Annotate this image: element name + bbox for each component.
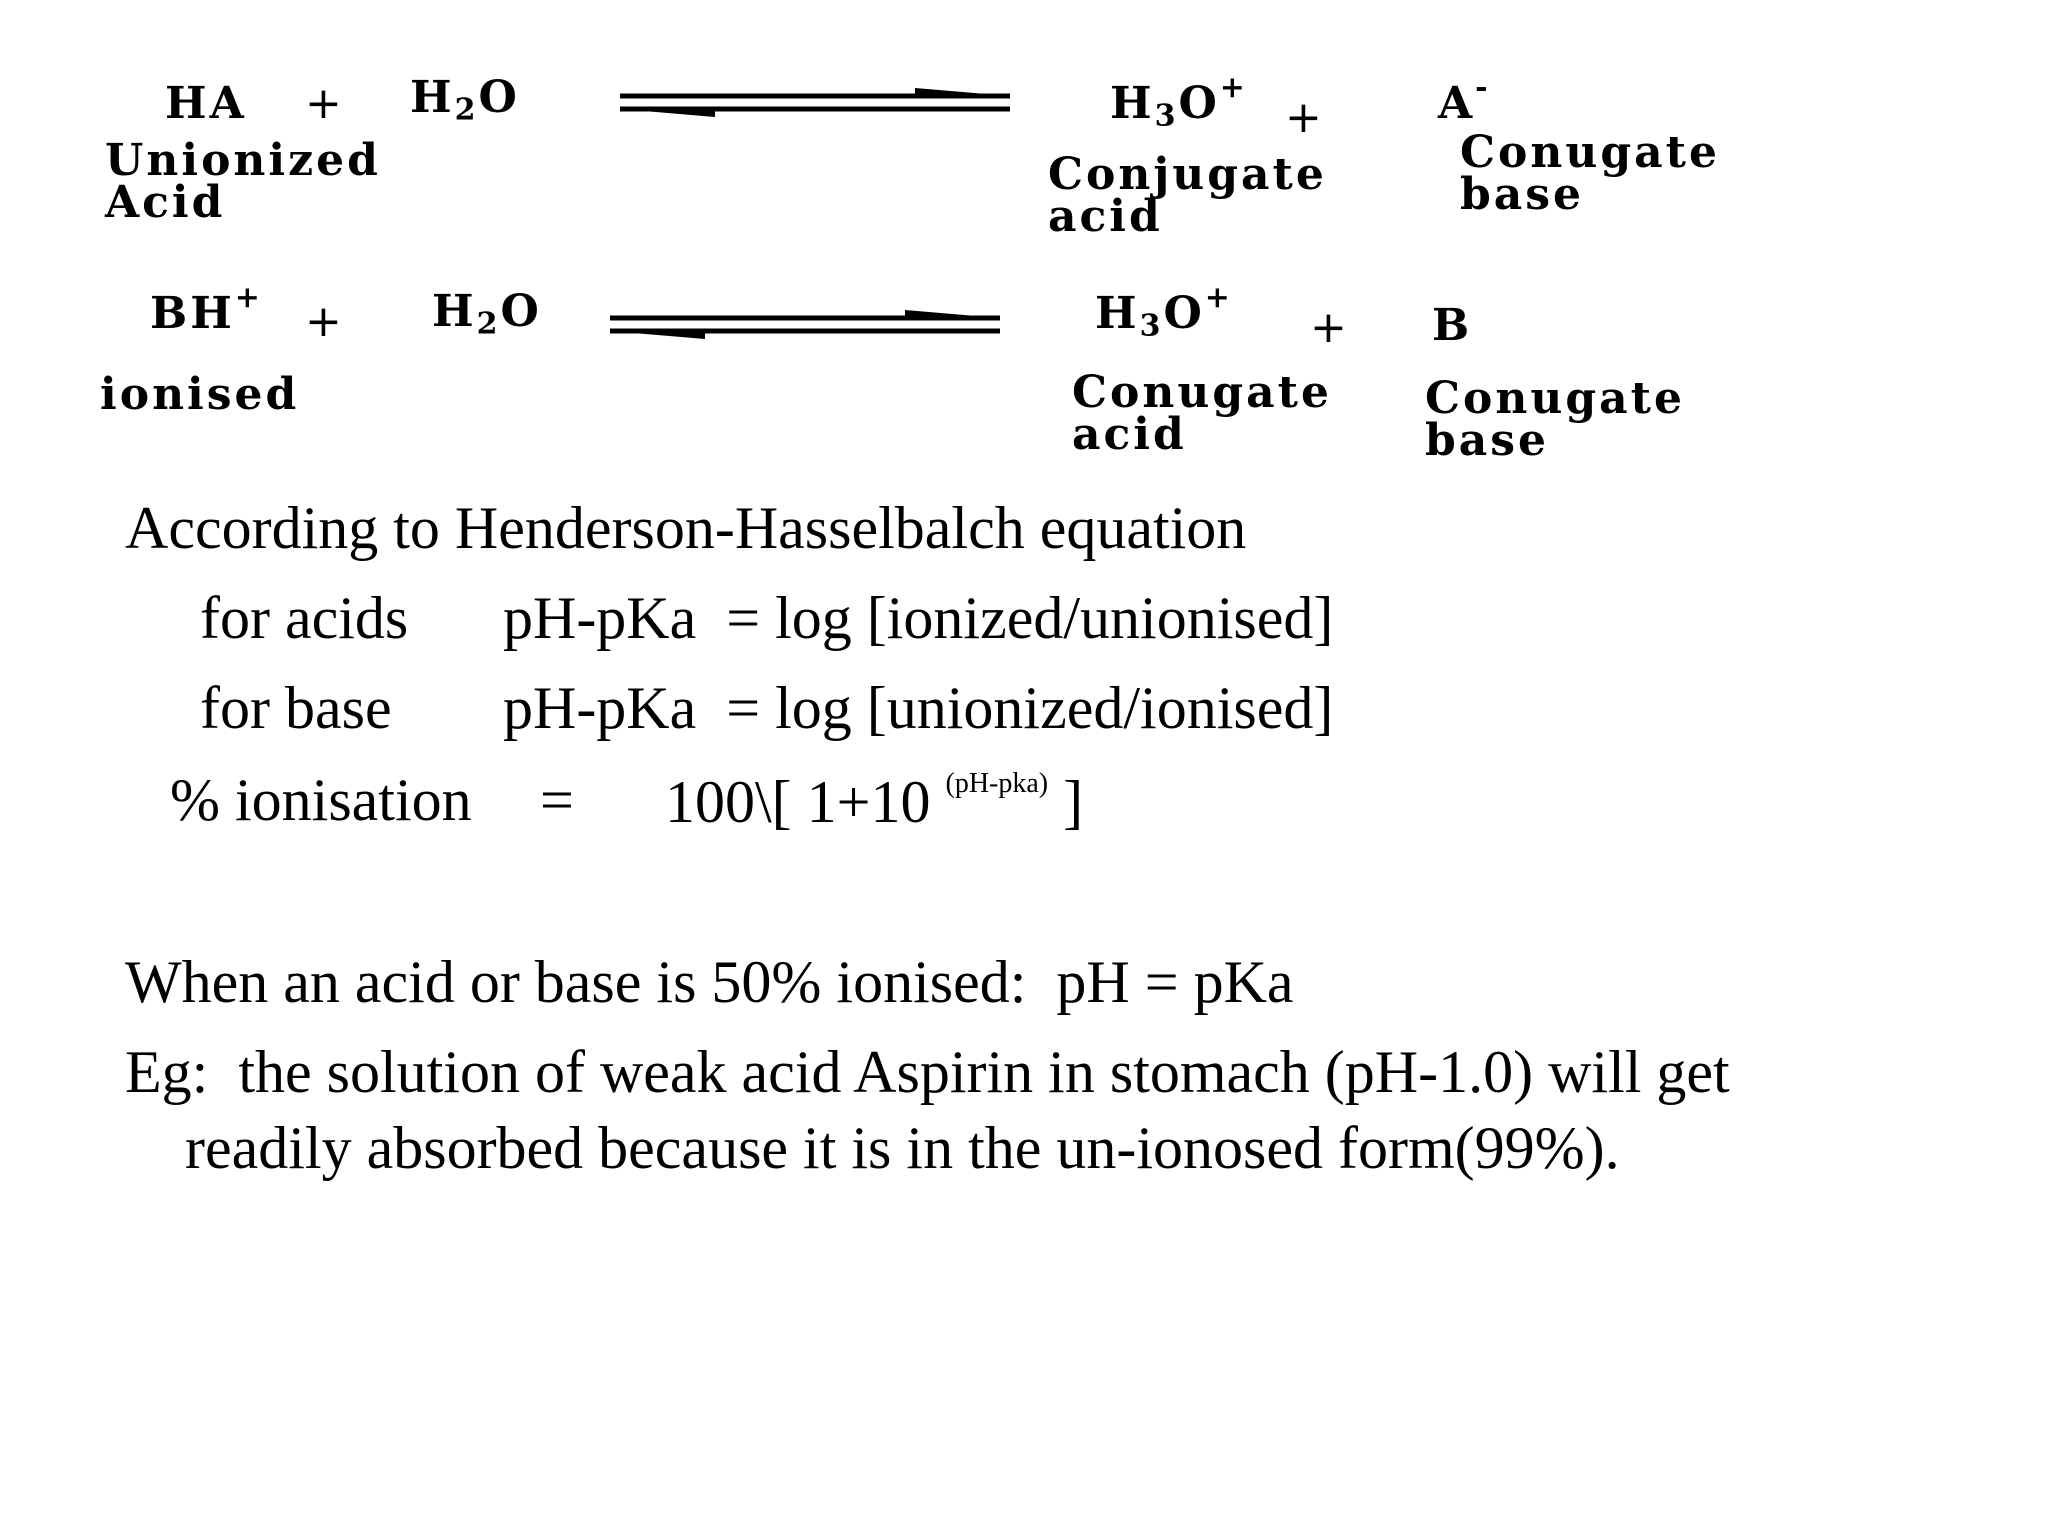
reaction1-reactant-water: $H_2O$ bbox=[410, 72, 520, 128]
example-line-1: Eg: the solution of weak acid Aspirin in stomach (pH-1.0) will get bbox=[125, 1039, 1730, 1105]
ionisation-label: % ionisation bbox=[170, 767, 472, 833]
reaction1-product-anion: A- bbox=[1438, 70, 1491, 129]
reaction1-equilibrium-arrow bbox=[615, 82, 1015, 122]
acids-formula: pH-pKa = log [ionized/unionised] bbox=[503, 585, 1334, 651]
fifty-percent-text: When an acid or base is 50% ionised: pH = pKa bbox=[125, 949, 1294, 1015]
reaction2-reactant-water: $H_2O$ bbox=[432, 286, 542, 342]
hh-intro-text: According to Henderson-Hasselbalch equation bbox=[125, 495, 1247, 561]
reaction1-label-conjugate-acid: Conjugate acid bbox=[1048, 149, 1327, 242]
base-formula: pH-pKa = log [unionized/ionised] bbox=[503, 675, 1334, 741]
reaction1-reactant-ha: HA bbox=[165, 78, 247, 129]
reaction1-label-unionized-acid: Unionized Acid bbox=[105, 135, 381, 228]
reaction1-plus-1: + bbox=[305, 78, 342, 129]
reaction2-equilibrium-arrow bbox=[605, 308, 1005, 348]
reaction1-plus-2: + bbox=[1285, 92, 1322, 143]
reaction2-label-conjugate-acid: Conugate acid bbox=[1072, 367, 1332, 460]
ionisation-exponent: (pH-pka) bbox=[945, 768, 1049, 799]
reaction2-label-ionised: ionised bbox=[100, 369, 300, 420]
reaction2-product-hydronium: $H_3O^+$ bbox=[1095, 280, 1233, 344]
reaction2-product-base: B bbox=[1432, 300, 1473, 351]
reaction2-label-conjugate-base: Conugate base bbox=[1425, 373, 1685, 466]
reaction1-label-conjugate-base: Conugate base bbox=[1460, 127, 1720, 220]
reaction1-product-hydronium: $H_3O^+$ bbox=[1110, 70, 1248, 134]
base-label: for base bbox=[200, 675, 392, 741]
acids-label: for acids bbox=[200, 585, 409, 651]
example-line-2: readily absorbed because it is in the un-ionosed form(99%). bbox=[185, 1115, 1620, 1181]
ionisation-formula: 100\[ 1+10 $^{(pH-pka)}$ ] bbox=[665, 768, 1084, 835]
reaction2-reactant-bh: BH+ bbox=[150, 280, 263, 339]
reaction2-plus-1: + bbox=[305, 296, 342, 347]
ionisation-equals: = bbox=[540, 767, 574, 833]
reaction2-plus-2: + bbox=[1310, 302, 1347, 353]
